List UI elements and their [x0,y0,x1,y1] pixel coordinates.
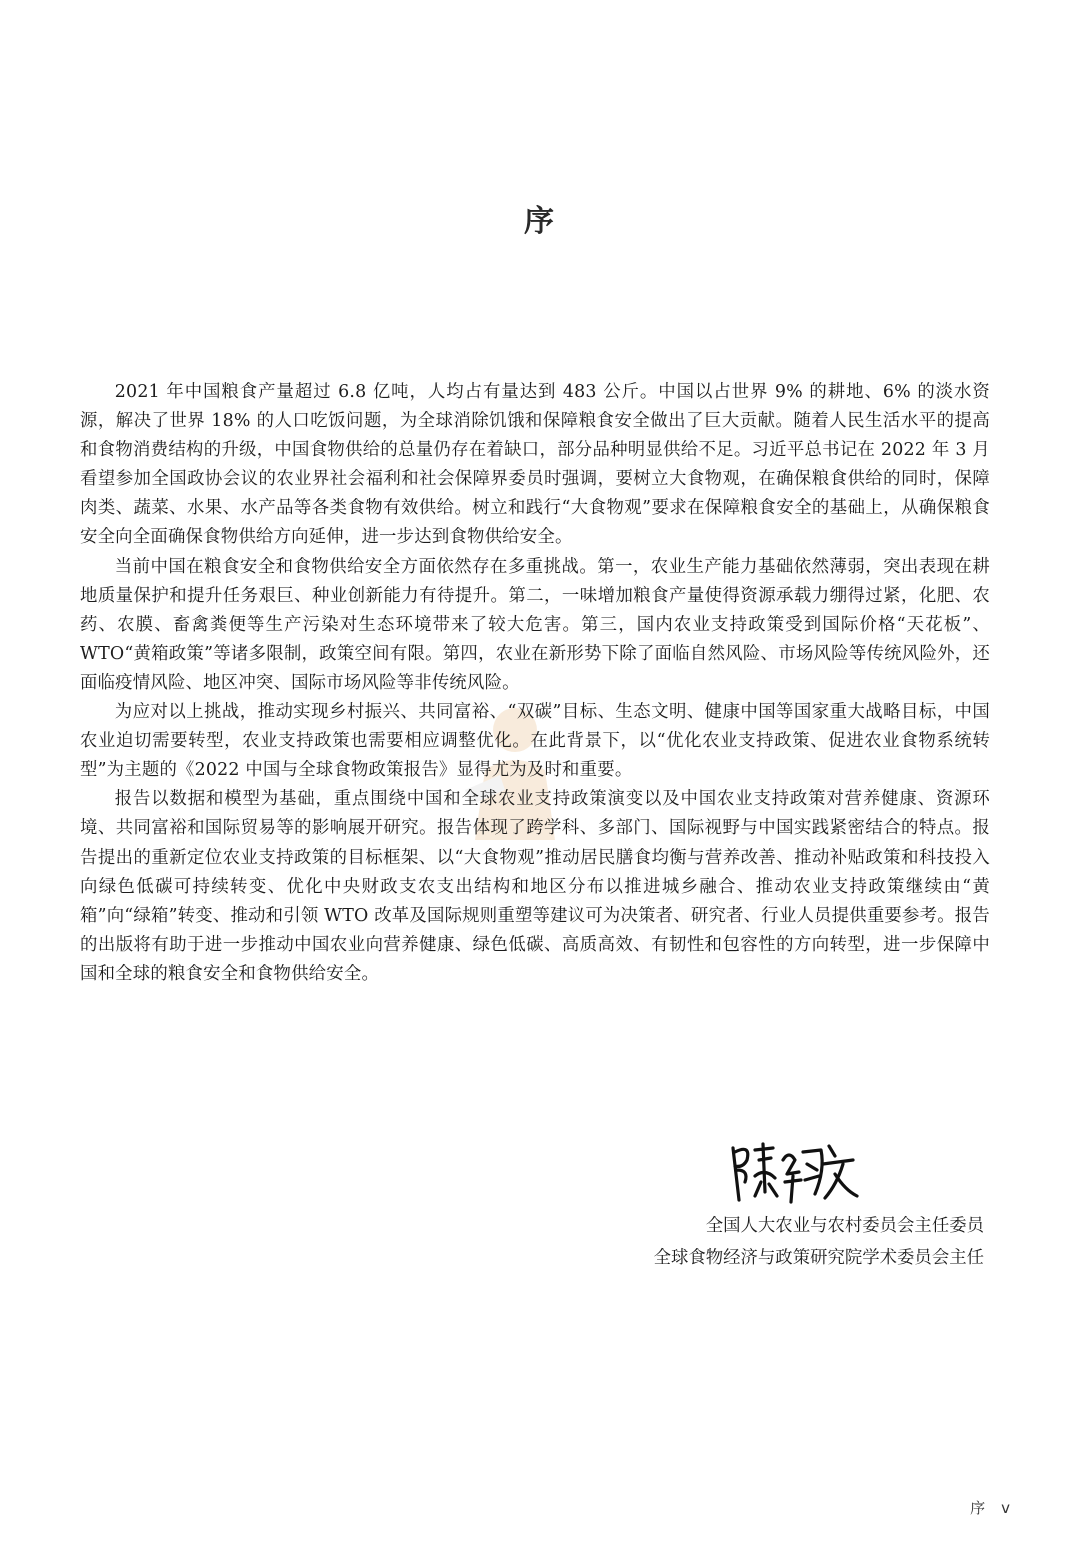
signer-title-1: 全国人大农业与农村委员会主任委员 [705,1216,984,1236]
body-text [80,378,990,989]
paragraph-4: 报告以数据和模型为基础，重点围绕中国和全球农业支持政策演变以及中国农业支持政策对营养健康、资源环境、共同富裕和国际贸易等的影响展开研究。报告体现了跨学科、多部门、国际视野与中国实践紧密结合的特点。报告提出的重新定位农业支持政策的目标框架、以“大食物观”推动居民膳食均衡与营养改善、推动补贴政策和科技投入向绿色低碳可持续转变、优化中央财政支农支出结构和地区分布以推进城乡融合、推动农业支持政策继续由“黄箱”向“绿箱”转变、推动和引领 WTO 改革及国际规则重塑等建议可为决策者、研究者、行业人员提供重要参考。报告的出版将有助于进一步推动中国农业向营养健康、绿色低碳、高质高效、有韧性和包容性的方向转型，进一步保障中国和全球的粮食安全和食物供给安全。 [80,789,990,984]
handwritten-signature [725,1130,860,1210]
footer-section-label: 序 [970,1499,986,1517]
page-footer [954,1497,1010,1518]
paragraph-2: 当前中国在粮食安全和食物供给安全方面依然存在多重挑战。第一，农业生产能力基础依然薄弱，突出表现在耕地质量保护和提升任务艰巨、种业创新能力有待提升。第二，一味增加粮食产量使得资源承载力绷得过紧，化肥、农药、农膜、畜禽粪便等生产污染对生态环境带来了较大危害。第三，国内农业支持政策受到国际价格“天花板”、WTO“黄箱政策”等诸多限制，政策空间有限。第四，农业在新形势下除了面临自然风险、市场风险等传统风险外，还面临疫情风险、地区冲突、国际市场风险等非传统风险。 [80,556,990,693]
page-number: v [1001,1499,1010,1517]
paragraph-1: 2021 年中国粮食产量超过 6.8 亿吨，人均占有量达到 483 公斤。中国以占世界 9% 的耕地、6% 的淡水资源，解决了世界 18% 的人口吃饭问题，为全球消除饥饿和保障粮食安全做出了巨大贡献。随着人民生活水平的提高和食物消费结构的升级，中国食物供给的总量仍存在着缺口，部分品种明显供给不足。习近平总书记在 2022 年 3 月看望参加全国政协会议的农业界社会福利和社会保障界委员时强调，要树立大食物观，在确保粮食供给的同时，保障肉类、蔬菜、水果、水产品等各类食物有效供给。树立和践行“大食物观”要求在保障粮食安全的基础上，从确保粮食安全向全面确保食物供给方向延伸，进一步达到食物供给安全。 [80,382,990,548]
paragraph-3: 为应对以上挑战，推动实现乡村振兴、共同富裕、“双碳”目标、生态文明、健康中国等国家重大战略目标，中国农业迫切需要转型，农业支持政策也需要相应调整优化。在此背景下，以“优化农业支持政策、促进农业食物系统转型”为主题的《2022 中国与全球食物政策报告》显得尤为及时和重要。 [80,702,990,781]
signer-titles [654,1210,984,1274]
signer-title-2: 全球食物经济与政策研究院学术委员会主任 [653,1248,984,1268]
page-title: 序 [524,204,556,239]
